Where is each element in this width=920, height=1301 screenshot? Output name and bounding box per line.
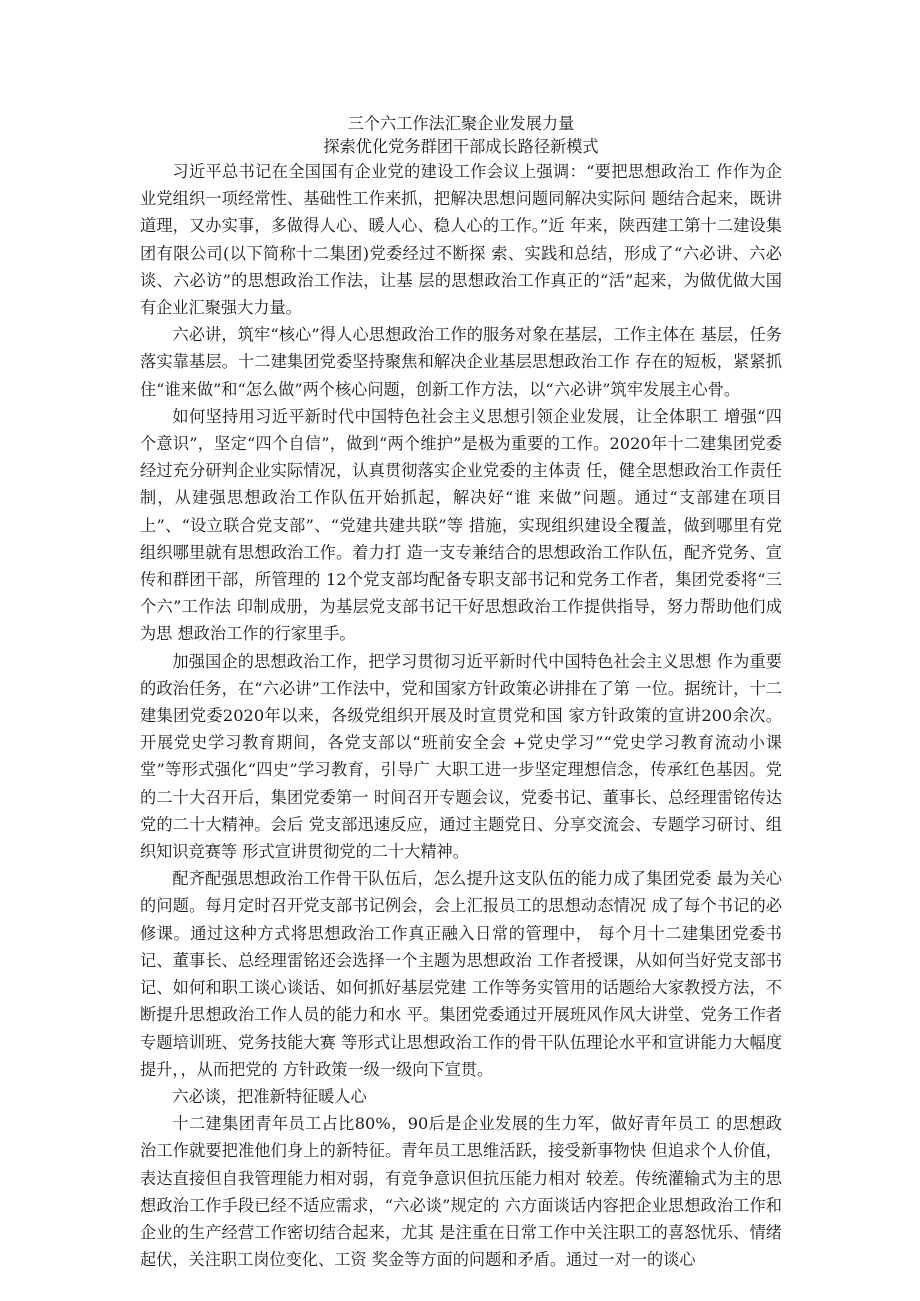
document-page xyxy=(140,112,782,1273)
paragraph-young-staff: 十二建集团青年员工占比80%，90后是企业发展的生力军，做好青年员工 的思想政治工作就要把准他们身上的新特征。青年员工思维活跃，接受新事物快 但追求个人价值，表达直接但自我管理能力相对弱，有竞争意识但抗压能力相对 较差。传统灌输式为主的思想政治工作手段已经不适应需求，“六必谈”规定的 六方面谈话内容把企业思想政治工作和企业的生产经营工作密切结合起来，尤其 是注重在日常工作中关注职工的喜怒忧乐、情绪起伏，关注职工岗位变化、工资 奖金等方面的问题和矛盾。通过一对一的谈心 xyxy=(140,1114,782,1270)
document-title: 三个六工作法汇聚企业发展力量 xyxy=(347,114,575,133)
paragraph-policy-study: 加强国企的思想政治工作，把学习贯彻习近平新时代中国特色社会主义思想 作为重要的政治任务，在“六必讲”工作法中，党和国家方针政策必讲排在了第 一位。据统计，十二建集团党委2020年以来，各级党组织开展及时宣贯党和国 家方针政策的宣讲200余次。开展党史学习教育期间，各党支部以“班前安全会 +党史学习”“党史学习教育流动小课堂”等形式强化“四史”学习教育，引导广 大职工进一步坚定理想信念，传承红色基因。党的二十大召开后，集团党委第一 时间召开专题会议，党委书记、董事长、总经理雷铭传达党的二十大精神。会后 党支部迅速反应，通过主题党日、分享交流会、专题学习研讨、组织知识竞赛等 形式宣讲贯彻党的二十大精神。 xyxy=(140,651,782,862)
paragraph-ideology-guidance: 如何坚持用习近平新时代中国特色社会主义思想引领企业发展，让全体职工 增强“四个意识”，坚定“四个自信”，做到“两个维护”是极为重要的工作。2020年十二建集团党委经过充分研判企业实际情况，认真贯彻落实企业党委的主体责 任，健全思想政治工作责任制，从建强思想政治工作队伍开始抓起，解决好“谁 来做”问题。通过“支部建在项目上”、“设立联合党支部”、“党建共建共联”等 措施，实现组织建设全覆盖，做到哪里有党组织哪里就有思想政治工作。着力打 造一支专兼结合的思想政治工作队伍，配齐党务、宣传和群团干部，所管理的 12个党支部均配备专职支部书记和党务工作者，集团党委将“三个六”工作法 印制成册，为基层党支部书记干好思想政治工作提供指导，努力帮助他们成为思 想政治工作的行家里手。 xyxy=(140,406,782,644)
document-subtitle: 探索优化党务群团干部成长路径新模式 xyxy=(323,137,599,156)
paragraph-six-must-speak: 六必讲，筑牢“核心”得人心思想政治工作的服务对象在基层，工作主体在 基层，任务落实靠基层。十二建集团党委坚持聚焦和解决企业基层思想政治工作 存在的短板，紧紧抓住“谁来做”和“怎么做”两个核心问题，创新工作方法，以“六必讲”筑牢发展主心骨。 xyxy=(140,325,782,399)
paragraph-intro: 习近平总书记在全国国有企业党的建设工作会议上强调：“要把思想政治工 作作为企业党组织一项经常性、基础性工作来抓，把解决思想问题同解决实际问 题结合起来，既讲道理，又办实事，多做得人心、暖人心、稳人心的工作。”近 年来，陕西建工第十二建设集团有限公司(以下简称十二集团)党委经过不断探 索、实践和总结，形成了“六必讲、六必谈、六必访”的思想政治工作法，让基 层的思想政治工作真正的“活”起来，为做优做大国有企业汇聚强大力量。 xyxy=(140,162,782,318)
paragraph-team-capability: 配齐配强思想政治工作骨干队伍后，怎么提升这支队伍的能力成了集团党委 最为关心的问题。每月定时召开党支部书记例会，会上汇报员工的思想动态情况 成了每个书记的必修课。通过这种方式将思想政治工作真正融入日常的管理中， 每个月十二建集团党委书记、董事长、总经理雷铭还会选择一个主题为思想政治 工作者授课，从如何当好党支部书记、如何和职工谈心谈话、如何抓好基层党建 工作等务实管用的话题给大家教授方法，不断提升思想政治工作人员的能力和水 平。集团党委通过开展班风作风大讲堂、党务工作者专题培训班、党务技能大赛 等形式让思想政治工作的骨干队伍理论水平和宣讲能力大幅度提升，，从而把党的 方针政策一级一级向下宣贯。 xyxy=(140,869,782,1079)
section-heading-six-must-talk: 六必谈，把准新特征暖人心 xyxy=(172,1086,367,1106)
